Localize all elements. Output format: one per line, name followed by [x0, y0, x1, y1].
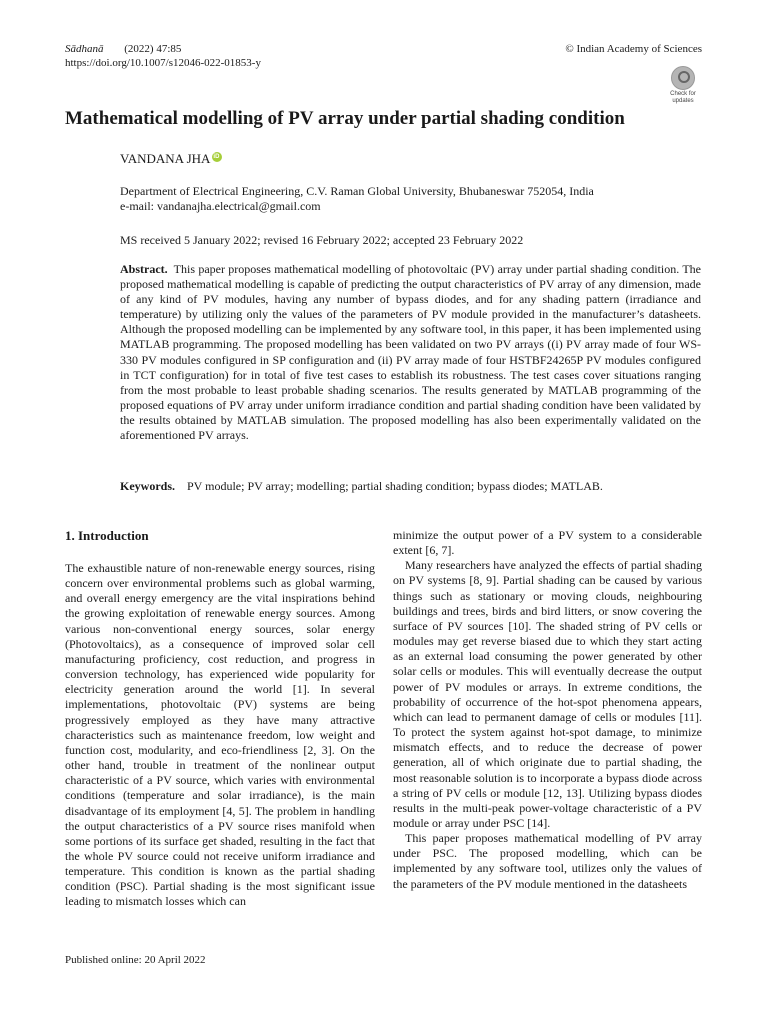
abstract-text: This paper proposes mathematical modelling of photovoltaic (PV) array under partial shading condition. The proposed mathematical modelling is capable of predicting the output characteristics of PV array of any dimension, made of any kind of PV modules, having any number of bypass diodes, and for any shading pattern (irradiance and temperature) by utilizing only the values of the parameters of PV module provided in the manufacturer’s datasheets. Although the proposed modelling can be implemented by any software tool, in this paper, it has been implemented using MATLAB programming. The proposed modelling has been validated on two PV arrays ((i) PV array made of four WS-330 PV modules configured in SP configuration and (ii) PV array made of four HSTBF24265P PV modules configured in TCT configuration) for in total of five test cases to establish its robustness. The test cases cover situations ranging from the most probable to least probable shading scenarios. The results generated by MATLAB programming of the proposed equations of PV array under uniform irradiance condition and partial shading condition have been validated by the results obtained by MATLAB simulation. The proposed modelling has also been experimentally validated on the aforementioned PV arrays. [120, 262, 701, 443]
author-name: VANDANA JHA [120, 151, 211, 166]
paragraph: minimize the output power of a PV system to a considerable extent [6, 7]. [393, 528, 702, 558]
doi-link[interactable]: https://doi.org/10.1007/s12046-022-01853-y [65, 57, 261, 69]
affiliation: Department of Electrical Engineering, C.V. Raman Global University, Bhubaneswar 752054, India [120, 184, 594, 198]
keywords-text: PV module; PV array; modelling; partial shading condition; bypass diodes; MATLAB. [187, 479, 603, 493]
publisher: © Indian Academy of Sciences [565, 43, 702, 55]
left-column [65, 561, 375, 910]
check-updates-icon [671, 66, 695, 90]
section-title: 1. Introduction [65, 528, 149, 543]
journal-header [65, 42, 181, 56]
check-for-updates-badge[interactable] [664, 66, 702, 104]
email[interactable]: e-mail: vandanajha.electrical@gmail.com [120, 199, 321, 213]
paragraph: Many researchers have analyzed the effects of partial shading on PV systems [8, 9]. Partial shading can be caused by various things such as stationary or moving clouds, neighbouring buildings and trees, birds and bird litters, or snow covering the surface of PV sources [10]. The shaded string of PV cells or modules may get reverse biased due to which they start acting as an external load consuming the power generated by other solar cells or modules. This will eventually decrease the output power of PV modules or arrays. In extreme conditions, the probability of occurrence of the hot-spot phenomena appears, which can lead to permanent damage of cells or modules [11]. To protect the system against hot-spot damage, to minimize mismatch effects, and to reduce the decrease of power generation, all of which originate due to partial shading, the most reasonable solution is to incorporate a bypass diode across a string of PV cells or module [12, 13]. Utilizing bypass diodes results in the multi-peak power-voltage characteristic of a PV module or array under PSC [14]. [393, 558, 702, 830]
affiliation-block [120, 184, 710, 214]
abstract [120, 262, 701, 443]
keywords [120, 479, 710, 494]
journal-name: Sādhanā [65, 43, 104, 55]
author [120, 151, 222, 167]
paragraph: This paper proposes mathematical modelling of PV array under PSC. The proposed modelling, which can be implemented by any software tool, utilizes only the values of the parameters of the PV module mentioned in the datasheets [393, 831, 702, 891]
received-dates: MS received 5 January 2022; revised 16 February 2022; accepted 23 February 2022 [120, 233, 524, 247]
abstract-label: Abstract. [120, 262, 168, 276]
check-label: Check for updates [670, 91, 696, 104]
paragraph: The exhaustible nature of non-renewable energy sources, rising concern over environmental problems such as global warming, and overall energy emergency are the vital inspirations behind the growing exploitation of renewable energy sources. Among various non-conventional energy sources, solar energy (Photovoltaics), as a consequence of improved solar cell manufacturing proficiency, cost reduction, and progress in conversion technology, has experienced wide popularity for electricity generation around the world [1]. In several implementations, photovoltaic (PV) systems are being progressively employed as they have many attractive characteristics such as maintenance freedom, low weight and function cost, modularity, and eco-friendliness [2, 3]. On the other hand, trouble in treatment of the nonlinear output characteristic of a PV source, which varies with environmental conditions (temperature and solar irradiance), is the main disadvantage of its employment [4, 5]. The problem in handling the output characteristics of a PV source rises manifold when some portions of its surface get shaded, resulting in the fact that the whole PV source could not receive uniform irradiance and temperature. This condition is known as the partial shading condition (PSC). Partial shading is the most significant issue leading to mismatch losses which can [65, 561, 375, 909]
published-date: Published online: 20 April 2022 [65, 954, 206, 966]
orcid-icon[interactable] [212, 152, 222, 162]
citation: (2022) 47:85 [124, 43, 182, 55]
right-column [393, 528, 702, 892]
keywords-label: Keywords. [120, 479, 175, 493]
paper-title: Mathematical modelling of PV array under partial shading condition [65, 108, 625, 129]
